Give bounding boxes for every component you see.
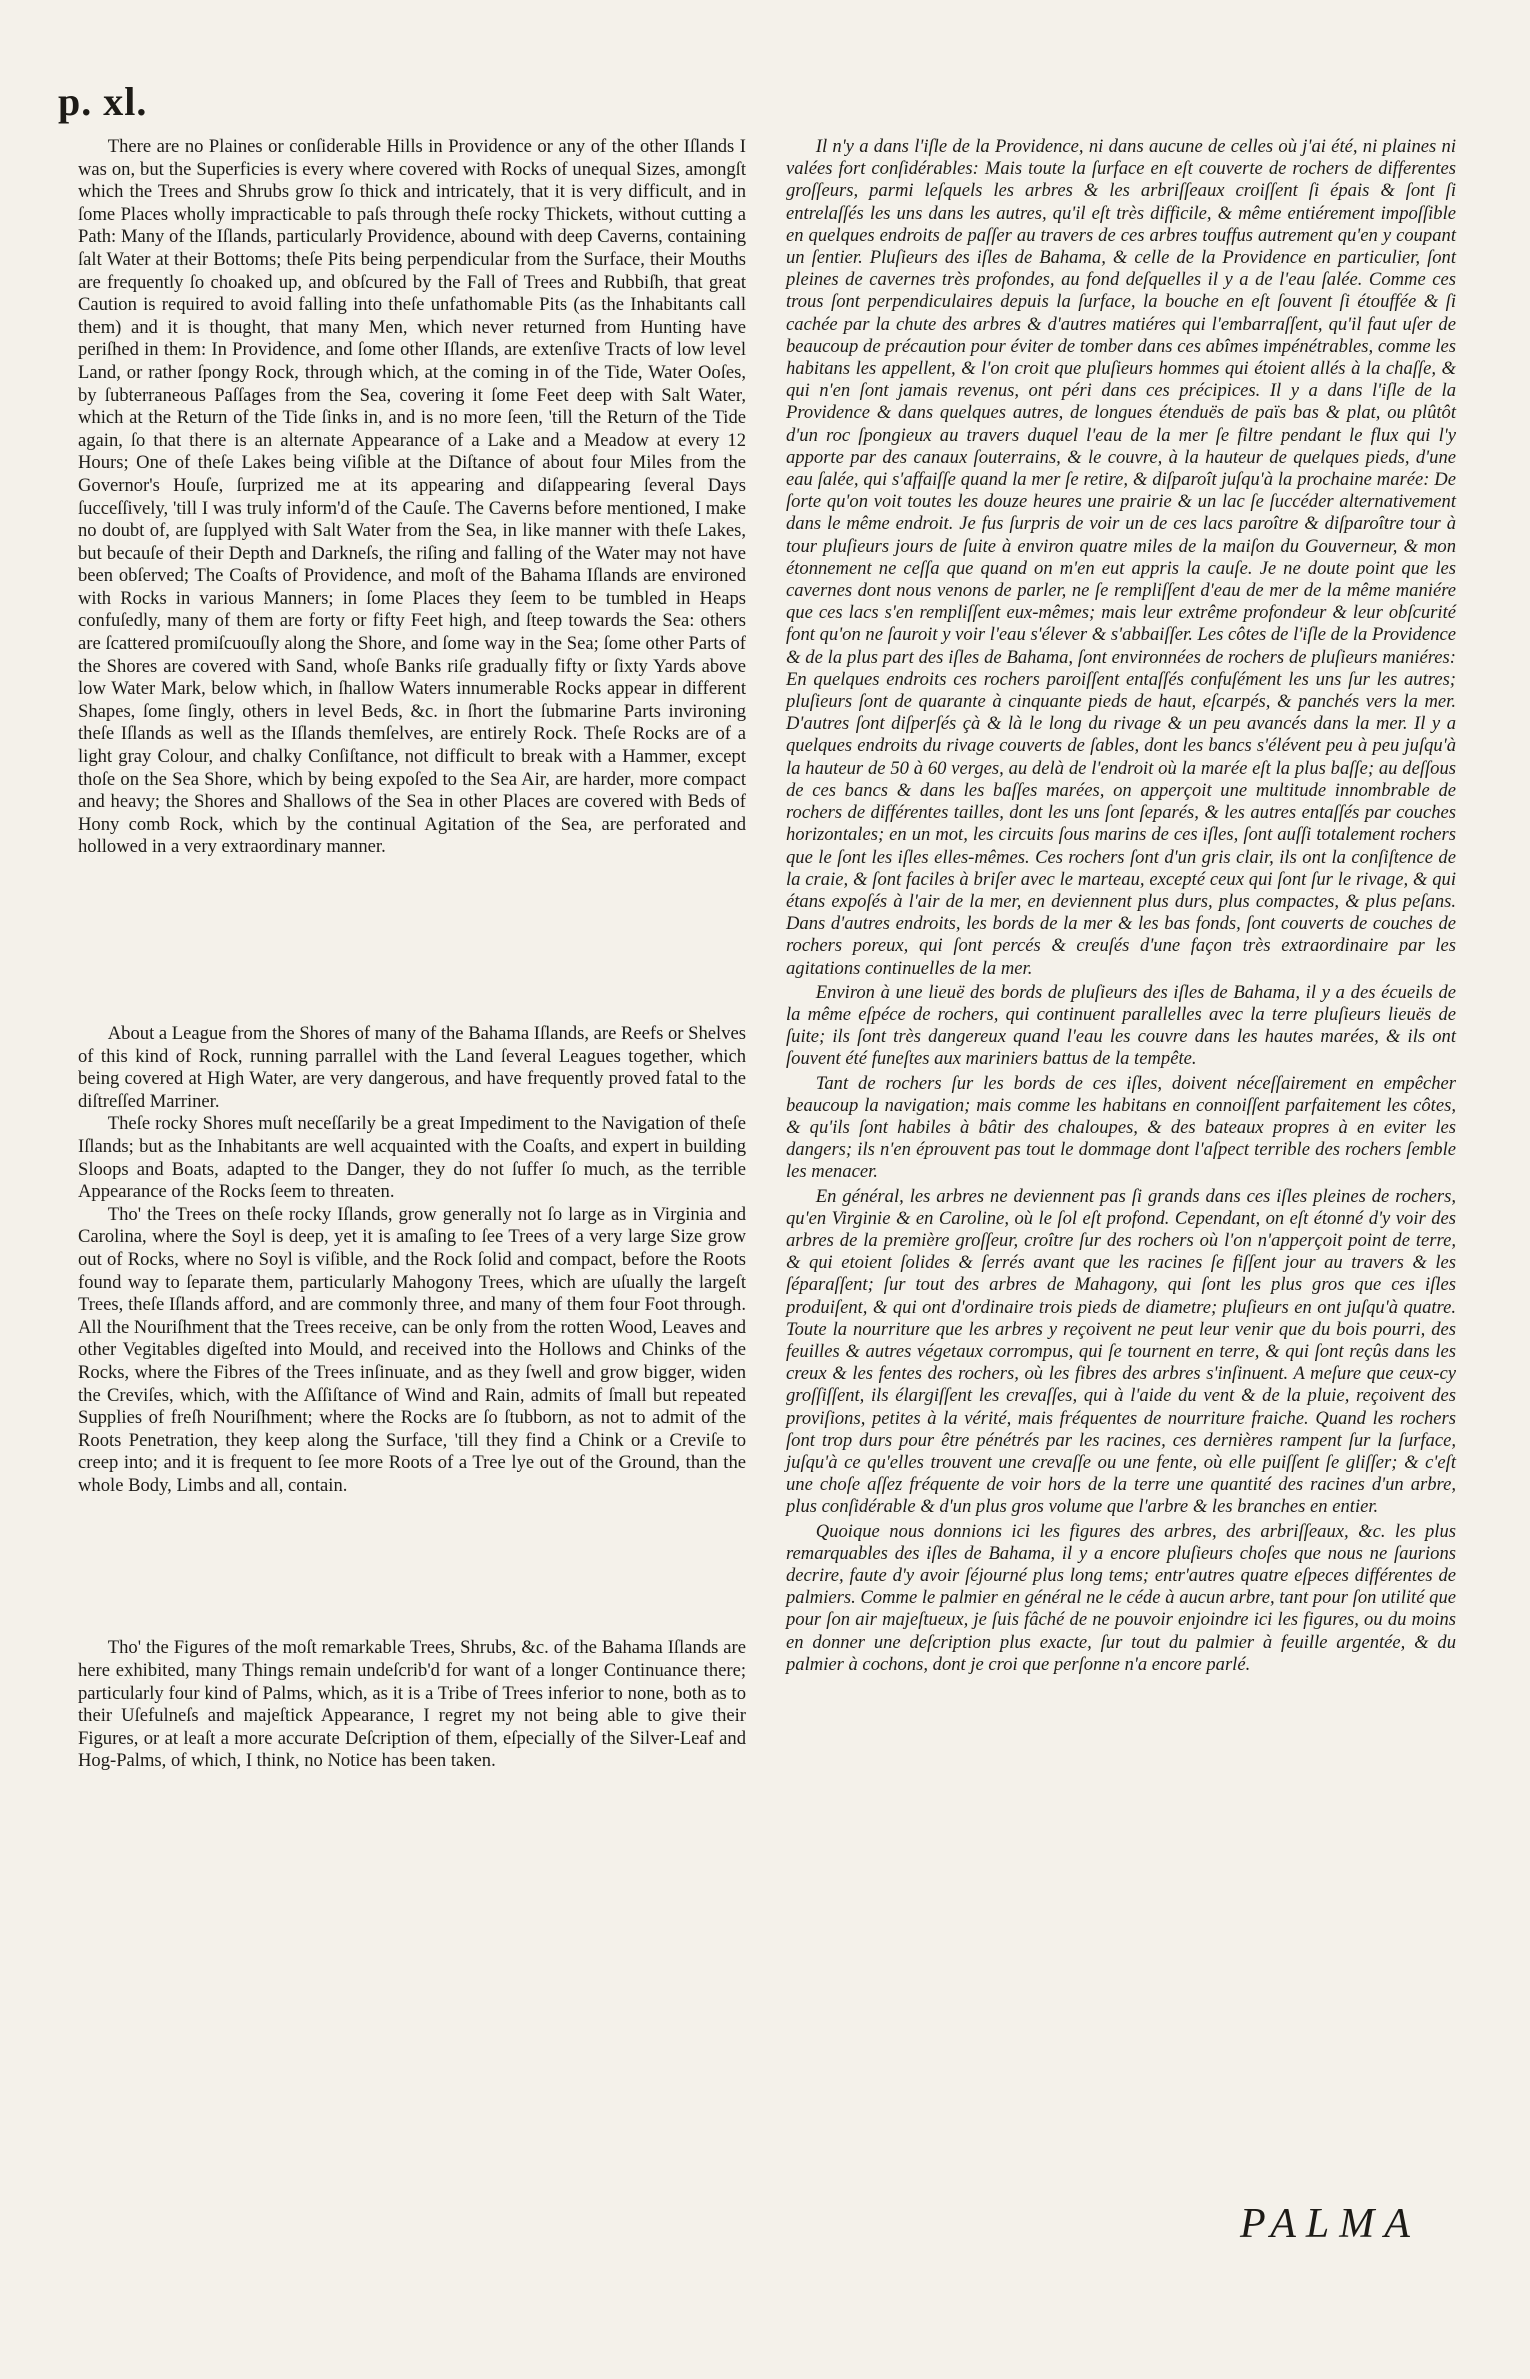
french-paragraph: Environ à une lieuë des bords de pluſieurs des iſles de Bahama, il y a des écueils de la même eſpéce de rochers, qui continuent parallelles avec la terre pluſieurs lieuës de ſuite; ils ſont très dangereux quand l'eau les couvre dans les hautes marées, & ils ont ſouvent été funeſtes aux mariniers battus de la tempête. [786,981,1456,1070]
french-paragraph: Tant de rochers ſur les bords de ces iſles, doivent néceſſairement en empêcher beaucoup la navigation; mais comme les habitans en connoiſſent parfaitement les côtes, & qu'ils ſont habiles à bâtir des chaloupes, & des bateaux propres à en eviter les dangers; ils n'en éprouvent pas tout le dommage dont l'aſpect terrible des rochers ſemble les menacer. [786,1072,1456,1183]
french-paragraph: Il n'y a dans l'iſle de la Providence, ni dans aucune de celles où j'ai été, ni plaines ni valées fort conſidérables: Mais toute la ſurface en eſt couverte de rochers de differentes groſſeurs, parmi leſquels les arbres & les arbriſſeaux croiſſent ſi épais & ſont ſi entrelaſſés les uns dans les autres, qu'il eſt très difficile, & même entiérement impoſſible en quelques endroits de paſſer au travers de ces arbres touffus autrement qu'en y coupant un ſentier. Pluſieurs des iſles de Bahama, & celle de la Providence en particulier, ſont pleines de cavernes très profondes, au fond deſquelles il y a de l'eau ſalée. Comme ces trous ſont perpendiculaires depuis la ſurface, la bouche en eſt ſouvent ſi étouffée & ſi cachée par la chute des arbres & d'autres matiéres qui l'embarraſſent, qu'il faut uſer de beaucoup de précaution pour éviter de tomber dans ces abîmes impénétrables, comme les habitans les appellent, & l'on croit que pluſieurs hommes qui étoient allés à la chaſſe, & qui n'en ſont jamais revenus, ont péri dans ces précipices. Il y a dans l'iſle de la Providence & dans quelques autres, de longues étenduës de païs bas & plat, ou plûtôt d'un roc ſpongieux au travers duquel l'eau de la mer ſe filtre pendant le flux qui l'y apporte par des canaux ſouterrains, & le couvre, à la hauteur de quelques pieds, d'une eau ſalée, qui s'affaiſſe quand la mer ſe retire, & diſparoît juſqu'à la prochaine marée: De ſorte qu'on voit toutes les douze heures une prairie & un lac ſe ſuccéder alternativement dans le même endroit. Je fus ſurpris de voir un de ces lacs paroître & diſparoître tour à tour pluſieurs jours de ſuite à environ quatre miles de la maiſon du Gouverneur, & mon étonnement ne ceſſa que quand on m'en eut appris la cauſe. Je ne doute point que les cavernes dont nous venons de parler, ne ſe rempliſſent d'eau de mer de la même maniére que ces lacs s'en rempliſſent eux-mêmes; mais leur extrême profondeur & leur obſcurité font qu'on ne ſauroit y voir l'eau s'élever & s'abbaiſſer. Les côtes de l'iſle de la Providence & de la plus part des iſles de Bahama, ſont environnées de rochers de pluſieurs maniéres: En quelques endroits ces rochers paroiſſent entaſſés confuſément les uns ſur les autres; pluſieurs ſont de quarante à cinquante pieds de haut, eſcarpés, & panchés vers la mer. D'autres ſont diſperſés çà & là le long du rivage & un peu avancés dans la mer. Il y a quelques endroits du rivage couverts de ſables, dont les bancs s'élévent peu à peu juſqu'à la hauteur de 50 à 60 verges, au delà de l'endroit où la marée eſt la plus baſſe; au deſſous de ces bancs & dans les baſſes marées, on apperçoit une multitude innombrable de rochers de différentes tailles, dont les uns ſont ſeparés, & les autres entaſſés par couches horizontales; en un mot, les circuits ſous marins de ces iſles, ſont auſſi totalement rochers que le ſont les iſles elles-mêmes. Ces rochers ſont d'un gris clair, ils ont la conſiſtence de la craie, & ſont faciles à briſer avec le marteau, excepté ceux qui ſont ſur le rivage, & qui étans expoſés à l'air de la mer, en deviennent plus durs, plus compactes, & plus peſans. Dans d'autres endroits, les bords de la mer & les bas fonds, ſont couverts de couches de rochers poreux, qui ſont percés & creuſés d'une façon très extraordinaire par les agitations continuelles de la mer. [786,136,1456,979]
english-paragraph: There are no Plaines or conſiderable Hills in Providence or any of the other Iſlands I was on, but the Superficies is every where covered with Rocks of unequal Sizes, amongſt which the Trees and Shrubs grow ſo thick and intricately, that it is very difficult, and in ſome Places wholly impracticable to paſs through theſe rocky Thickets, without cutting a Path: Many of the Iſlands, particularly Providence, abound with deep Caverns, containing ſalt Water at their Bottoms; theſe Pits being perpendicular from the Surface, their Mouths are frequently ſo choaked up, and obſcured by the Fall of Trees and Rubbiſh, that great Caution is required to avoid falling into theſe unfathomable Pits (as the Inhabitants call them) and it is thought, that many Men, which never returned from Hunting have periſhed in them: In Providence, and ſome other Iſlands, are extenſive Tracts of low level Land, or rather ſpongy Rock, through which, at the coming in of the Tide, Water Ooſes, by ſubterraneous Paſſages from the Sea, covering it ſome Feet deep with Salt Water, which at the Return of the Tide ſinks in, and is no more ſeen, 'till the Return of the Tide again, ſo that there is an alternate Appearance of a Lake and a Meadow at every 12 Hours; One of theſe Lakes being viſible at the Diſtance of about four Miles from the Governor's Houſe, ſurprized me at its appearing and diſappearing ſeveral Days ſucceſſively, 'till I was truly inform'd of the Cauſe. The Caverns before mentioned, I make no doubt of, are ſupplyed with Salt Water from the Sea, in like manner with theſe Lakes, but becauſe of their Depth and Darkneſs, the riſing and falling of the Water may not have been obſerved; The Coaſts of Providence, and moſt of the Bahama Iſlands are environed with Rocks in various Manners; in ſome Places they ſeem to be tumbled in Heaps confuſedly, many of them are forty or fifty Feet high, and ſteep towards the Sea: others are ſcattered promiſcuouſly along the Shore, and ſome way in the Sea; ſome other Parts of the Shores are covered with Sand, whoſe Banks riſe gradually fifty or ſixty Yards above low Water Mark, below which, in ſhallow Waters innumerable Rocks appear in different Shapes, ſome ſingly, others in level Beds, &c. in ſhort the ſubmarine Parts invironing theſe Iſlands as well as the Iſlands themſelves, are entirely Rock. Theſe Rocks are of a light gray Colour, and chalky Conſiſtance, not difficult to break with a Hammer, except thoſe on the Sea Shore, which by being expoſed to the Sea Air, are harder, more compact and heavy; the Shores and Shallows of the Sea in other Places are covered with Beds of Hony comb Rock, which by the continual Agitation of the Sea, are perforated and hollowed in a very extraordinary manner. [78,136,746,858]
french-paragraph: Quoique nous donnions ici les figures des arbres, des arbriſſeaux, &c. les plus remarquables des iſles de Bahama, il y a encore pluſieurs choſes que nous ne ſaurions decrire, faute d'y avoir ſéjourné plus long tems; entr'autres quatre eſpeces différentes de palmiers. Comme le palmier en général ne le céde à aucun arbre, tant pour ſon utilité que pour ſon air majeſtueux, je ſuis fâché de ne pouvoir enjoindre ici les figures, ou du moins en donner une deſcription plus exacte, ſur tout du palmier à feuille argentée, & du palmier à cochons, dont je croi que perſonne n'a encore parlé. [786,1520,1456,1675]
french-paragraph: En général, les arbres ne deviennent pas ſi grands dans ces iſles pleines de rochers, qu'en Virginie & en Caroline, où le ſol eſt profond. Cependant, on eſt étonné d'y voir des arbres de la première groſſeur, croître ſur des rochers où l'on n'apperçoit point de terre, & qui etoient ſolides & ſerrés avant que les racines ſe fiſſent jour au travers & les ſéparaſſent; ſur tout des arbres de Mahagony, qui ſont les plus gros que ces iſles produiſent, & qui ont d'ordinaire trois pieds de diametre; pluſieurs en ont juſqu'à quatre. Toute la nourriture que les arbres y reçoivent ne peut leur venir que du bois pourri, des feuilles & autres végetaux corrompus, qui ſe tournent en terre, & qui ſont reçûs dans les creux & les fentes des rochers, où les fibres des arbres s'inſinuent. A meſure que ceux-cy groſſiſſent, ils élargiſſent les crevaſſes, qui à l'aide du vent & de la pluie, reçoivent des proviſions, petites à la vérité, mais fréquentes de nourriture fraiche. Quand les rochers ſont trop durs pour être pénétrés par les racines, ces dernières rampent ſur la ſurface, juſqu'à ce qu'elles trouvent une crevaſſe ou une fente, où elle puiſſent ſe gliſſer; & c'eſt une choſe aſſez fréquente de voir hors de la terre une quantité des racines d'un arbre, plus conſidérable & d'un plus gros volume que l'arbre & les branches en entier. [786,1185,1456,1518]
english-paragraph: About a League from the Shores of many of the Bahama Iſlands, are Reefs or Shelves of this kind of Rock, running parrallel with the Land ſeveral Leagues together, which being covered at High Water, are very dangerous, and have frequently proved fatal to the diſtreſſed Marriner. [78,1023,746,1112]
catchword: PALMA [1240,2201,1420,2247]
french-column [786,136,1456,1676]
english-paragraph: Tho' the Figures of the moſt remarkable Trees, Shrubs, &c. of the Bahama Iſlands are here exhibited, many Things remain undeſcrib'd for want of a longer Continuance there; particularly four kind of Palms, which, as it is a Tribe of Trees inferior to none, both as to their Uſefulneſs and majeſtick Appearance, I regret my not being able to give their Figures, or at leaſt a more accurate Deſcription of them, eſpecially of the Silver-Leaf and Hog-Palms, of which, I think, no Notice has been taken. [78,1637,746,1772]
english-column [78,136,746,1773]
english-paragraph: Theſe rocky Shores muſt neceſſarily be a great Impediment to the Navigation of theſe Iſlands; but as the Inhabitants are well acquainted with the Coaſts, and expert in building Sloops and Boats, adapted to the Danger, they do not ſuffer ſo much, as the terrible Appearance of the Rocks ſeem to threaten. [78,1113,746,1203]
english-paragraph: Tho' the Trees on theſe rocky Iſlands, grow generally not ſo large as in Virginia and Carolina, where the Soyl is deep, yet it is amaſing to ſee Trees of a very large Size grow out of Rocks, where no Soyl is viſible, and the Rock ſolid and compact, before the Roots found way to ſeparate them, particularly Mahogony Trees, which are uſually the largeſt Trees, theſe Iſlands afford, and are commonly three, and many of them four Foot through. All the Nouriſhment that the Trees receive, can be only from the rotten Wood, Leaves and other Vegitables digeſted into Mould, and received into the Hollows and Chinks of the Rocks, where the Fibres of the Trees inſinuate, and as they ſwell and grow bigger, widen the Creviſes, which, with the Aſſiſtance of Wind and Rain, admits of ſmall but repeated Supplies of freſh Nouriſhment; where the Rocks are ſo ſtubborn, as not to admit of the Roots Penetration, they keep along the Surface, 'till they find a Chink or a Creviſe to creep into; and it is frequent to ſee more Roots of a Tree lye out of the Ground, than the whole Body, Limbs and all, contain. [78,1203,746,1496]
page-number: p. xl. [58,79,148,124]
